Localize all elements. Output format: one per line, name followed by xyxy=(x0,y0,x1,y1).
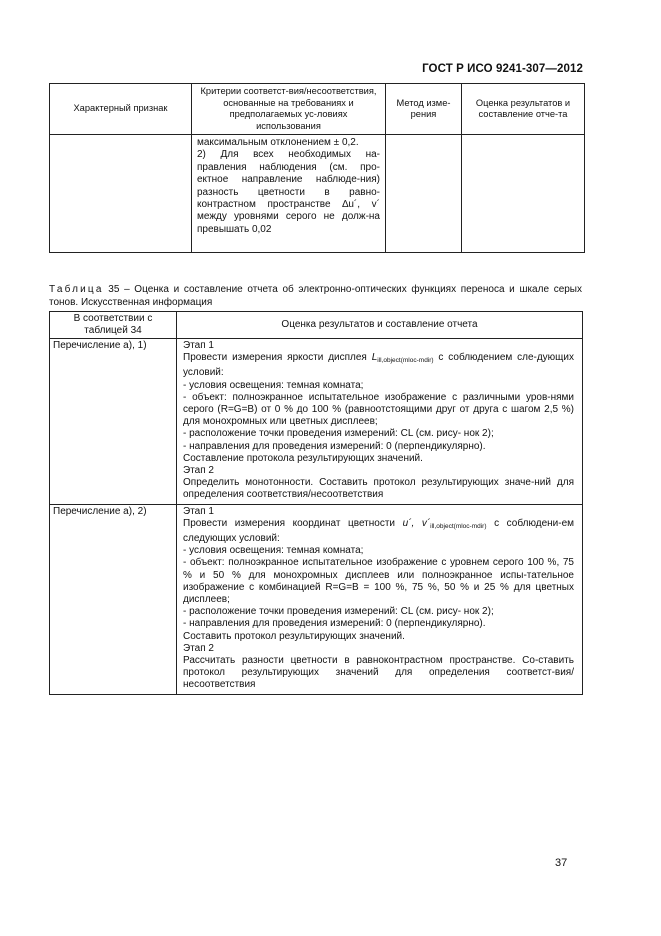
document-code: ГОСТ Р ИСО 9241-307—2012 xyxy=(422,63,583,75)
table-row xyxy=(50,135,585,253)
symbol: L xyxy=(371,352,378,364)
reference-cell: Перечисление а), 1) xyxy=(50,339,177,505)
header-feature: Характерный признак xyxy=(50,84,192,135)
table-row xyxy=(50,504,583,694)
procedure-line xyxy=(183,352,574,379)
procedure-line: Составить протокол результирующих значений. xyxy=(183,630,405,642)
reference-cell: Перечисление а), 2) xyxy=(50,504,177,694)
procedure-line: Составление протокола результирующих значений. xyxy=(183,452,423,464)
procedure-line: - направления для проведения измерений: 0 (перпендикулярно). xyxy=(183,618,486,630)
line-text: с соблюдением сле-дующих условий: xyxy=(183,352,574,379)
evaluation-table xyxy=(49,311,583,695)
header-criteria: Критерии соответст-вия/несоответствия, основанные на требованиях и предполагаемых ус-ловиях использования xyxy=(192,84,386,135)
procedure-line: - направления для проведения измерений: 0 (перпендикулярно). xyxy=(183,440,486,452)
procedure-line xyxy=(183,518,574,545)
criteria-line: максимальным отклонением ± 0,2. xyxy=(197,137,359,148)
procedure-line: - расположение точки проведения измерений: CL (см. рису- нок 2); xyxy=(183,428,494,440)
page-number: 37 xyxy=(555,857,568,869)
symbol-subscript: ill,object(mloc-mdir) xyxy=(430,522,487,530)
line-text: Провести измерения яркости дисплея xyxy=(183,352,372,364)
symbol: u´, v´ xyxy=(402,517,431,529)
method-cell xyxy=(386,135,462,253)
procedure-line: Рассчитать разности цветности в равноконтрастном пространстве. Со-ставить протокол результирующих значений для определения соответст-вия/несоответствия xyxy=(183,655,574,691)
evaluation-cell xyxy=(177,504,583,694)
criteria-line: 2) Для всех необходимых на-правления наблюдения (см. про-ектное направление наблюде-ния) разность цветности в равно-контрастном пространстве ∆u´, v´ между уровнями серого не долж-на превышать 0,02 xyxy=(197,149,380,235)
procedure-line: - объект: полноэкранное испытательное изображение с различными уров-нями серого (R=G=B) от 0 % до 100 % (равноотстоящими друг от друга с шагом 2,5 %) для монохромных или цветных дисплеев; xyxy=(183,391,574,428)
stage-label: Этап 2 xyxy=(183,465,214,477)
stage-label: Этап 1 xyxy=(183,340,214,351)
line-text: Провести измерения координат цветности xyxy=(183,517,403,529)
stage-label: Этап 2 xyxy=(183,642,214,654)
criteria-cell xyxy=(192,135,386,253)
caption-label: Таблица xyxy=(49,284,104,295)
procedure-line: Определить монотонности. Составить протокол результирующих значе-ний для определения соответствия/несоответствия xyxy=(183,477,574,501)
caption-text: 35 – Оценка и составление отчета об электронно-оптических функциях переноса и шкале серых тонов. Искусственная информация xyxy=(49,284,582,308)
evaluation-cell xyxy=(177,339,583,505)
procedure-line: - расположение точки проведения измерений: CL (см. рису- нок 2); xyxy=(183,606,494,618)
header-evaluation: Оценка результатов и составление отчета xyxy=(177,312,583,339)
header-report: Оценка результатов и составление отче-та xyxy=(462,84,585,135)
procedure-line: - объект: полноэкранное испытательное изображение с уровнем серого 100 %, 75 % и 50 % для монохромных дисплеев или полноэкранное испы-тательное изображение с комбинацией R=G=B = 100 %, 75 %, 50 % и 25 % для цветных дисплеев; xyxy=(183,557,574,606)
procedure-line: - условия освещения: темная комната; xyxy=(183,379,364,391)
criteria-table xyxy=(49,83,585,253)
header-method: Метод изме-рения xyxy=(386,84,462,135)
criteria-table-header xyxy=(50,84,585,135)
report-cell xyxy=(462,135,585,253)
symbol-subscript: ill,object(mloc-mdir) xyxy=(377,357,434,365)
procedure-line: - условия освещения: темная комната; xyxy=(183,545,364,557)
table-caption xyxy=(49,284,582,309)
feature-cell xyxy=(50,135,192,253)
table-row xyxy=(50,339,583,505)
stage-label: Этап 1 xyxy=(183,505,214,517)
evaluation-table-header xyxy=(50,312,583,339)
line-text: с соблюдени-ем следующих условий: xyxy=(183,517,575,545)
header-reference: В соответствии с таблицей 34 xyxy=(50,312,177,339)
